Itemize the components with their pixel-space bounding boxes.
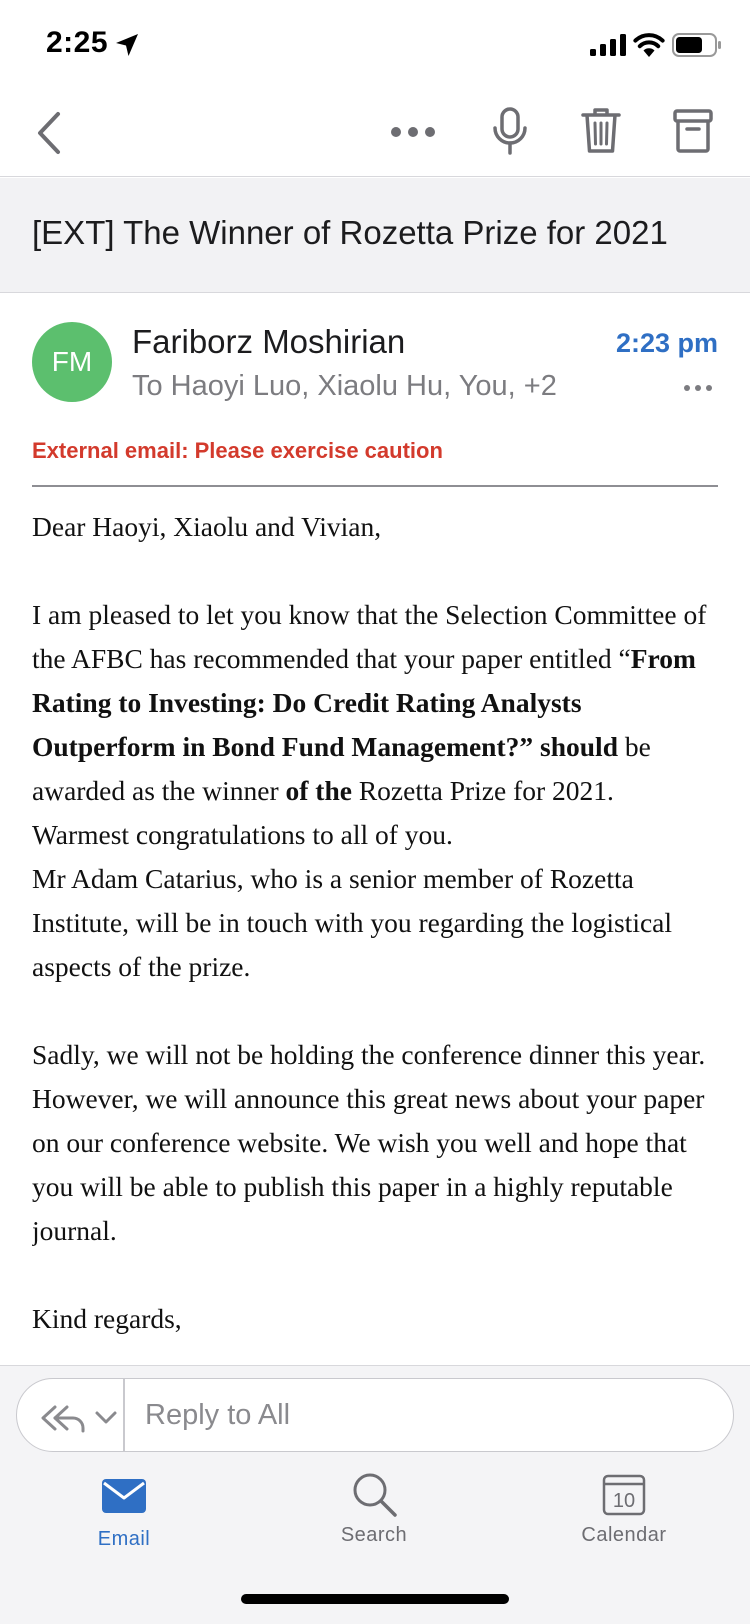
body-paragraph-3: Mr Adam Catarius, who is a senior member of Rozetta Institute, will be in touch with you regarding the logistical aspects of the prize. [32,863,673,982]
tab-email-label: Email [97,1528,151,1550]
reply-input[interactable]: Reply to All [145,1399,291,1431]
tab-search-label: Search [340,1524,408,1546]
external-warning: External email: Please exercise caution [32,438,443,463]
home-indicator[interactable] [241,1594,509,1604]
reply-separator [123,1379,125,1451]
trash-icon[interactable] [580,106,622,156]
body-greeting: Dear Haoyi, Xiaolu and Vivian, [32,511,382,542]
more-actions-icon[interactable] [388,112,438,152]
paragraph-gap [32,1253,722,1297]
email-body [32,505,722,1357]
calendar-day: 10 [612,1490,636,1512]
reply-all-icon[interactable] [39,1399,129,1435]
sent-time: 2:23 pm [615,328,718,358]
cellular-signal-icon [590,34,626,56]
body-p1-text-c: be awarded as the winner [32,731,651,806]
body-p1-text-a: I am pleased to let you know that the Selection Committee of the AFBC has recommended that your paper entitled “ [32,599,707,674]
microphone-icon[interactable] [490,106,530,156]
reply-bar[interactable] [16,1378,734,1452]
body-paragraph-4: Sadly, we will not be holding the conference dinner this year. However, we will announce this great news about your paper on our conference website. We wish you well and hope that you will be able to publish this paper in a highly reputable journal. [32,1039,706,1246]
back-chevron-icon[interactable] [30,108,70,158]
body-paragraph-2: Warmest congratulations to all of you. [32,819,453,850]
wifi-icon [633,31,665,57]
battery-icon [672,33,722,57]
body-p1-text-e: Rozetta Prize for 2021. [351,775,614,806]
message-details-more-icon[interactable] [682,376,714,400]
sender-avatar[interactable]: FM [32,322,112,402]
body-closing: Kind regards, [32,1303,182,1334]
sender-name[interactable]: Fariborz Moshirian [132,323,406,360]
envelope-icon [101,1478,147,1514]
toolbar [0,90,750,177]
tab-email[interactable] [44,1478,204,1588]
archive-icon[interactable] [672,108,714,154]
header-divider [32,485,718,487]
tab-search[interactable] [294,1478,454,1588]
subject-bar [0,178,750,293]
paragraph-gap [32,549,722,593]
recipients-line[interactable]: To Haoyi Luo, Xiaolu Hu, You, +2 [132,370,557,402]
tab-calendar[interactable] [544,1478,704,1588]
email-subject: [EXT] The Winner of Rozetta Prize for 2021 [32,214,668,251]
bottom-panel [0,1365,750,1624]
paper-title: From Rating to Investing: Do Credit Rating Analysts Outperform in Bond Fund Management?” should [32,643,696,762]
tab-calendar-label: Calendar [581,1524,667,1546]
paragraph-gap [32,989,722,1033]
status-bar [0,0,750,90]
search-icon [350,1470,398,1518]
status-time: 2:25 [46,26,109,59]
body-paragraph-1 [32,593,722,813]
location-arrow-icon [114,32,140,58]
body-p1-bold-d: of the [285,775,352,806]
calendar-icon [602,1472,646,1516]
